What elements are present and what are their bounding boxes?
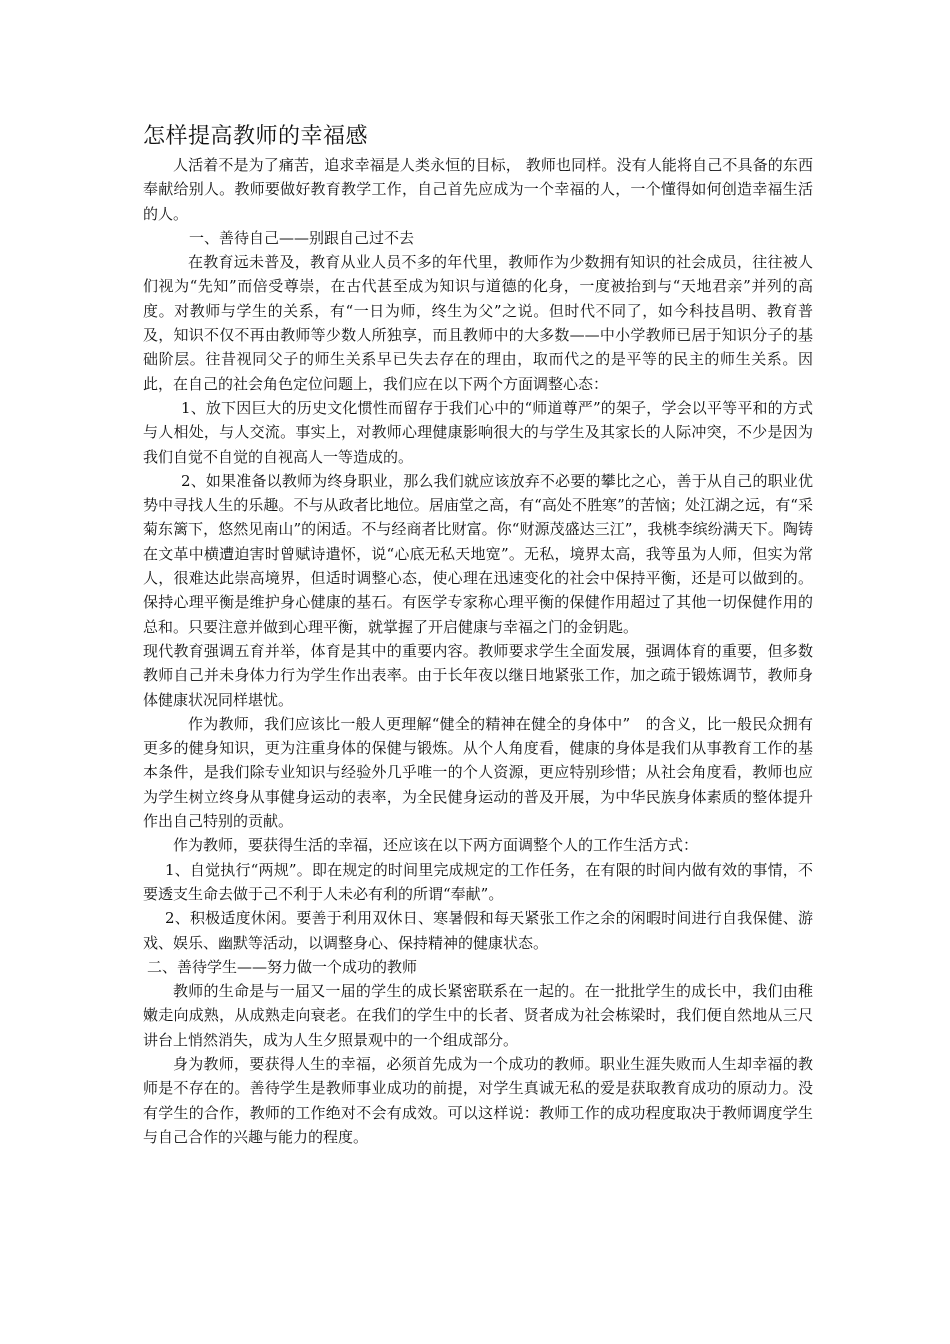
paragraph-list-item: 2、积极适度休闲。要善于利用双休日、寒暑假和每天紧张工作之余的闲暇时间进行自我保健、游戏、娱乐、幽默等活动，以调整身心、保持精神的健康状态。 bbox=[143, 909, 813, 952]
paragraph: 身为教师，要获得人生的幸福，必须首先成为一个成功的教师。职业生涯失败而人生却幸福的教师是不存在的。善待学生是教师事业成功的前提，对学生真诚无私的爱是获取教育成功的原动力。没有学生的合作，教师的工作绝对不会有成效。可以这样说：教师工作的成功程度取决于教师调度学生与自己合作的兴趣与能力的程度。 bbox=[143, 1054, 813, 1146]
paragraph: 在教育远未普及，教育从业人员不多的年代里，教师作为少数拥有知识的社会成员，往往被人们视为“先知”而倍受尊崇，在古代甚至成为知识与道德的化身，一度被抬到与“天地君亲”并列的高度。对教师与学生的关系，有“一日为师，终生为父”之说。但时代不同了，如今科技昌明、教育普及，知识不仅不再由教师等少数人所独享，而且教师中的大多数——中小学教师已居于知识分子的基础阶层。往昔视同父子的师生关系早已失去存在的理由，取而代之的是平等的民主的师生关系。因此，在自己的社会角色定位问题上，我们应在以下两个方面调整心态： bbox=[143, 253, 813, 393]
paragraph: 教师的生命是与一届又一届的学生的成长紧密联系在一起的。在一批批学生的成长中，我们由稚嫩走向成熟，从成熟走向衰老。在我们的学生中的长者、贤者成为社会栋梁时，我们便自然地从三尺讲台上悄然消失，成为人生夕照景观中的一个组成部分。 bbox=[143, 982, 813, 1049]
paragraph-list-item: 1、放下因巨大的历史文化惯性而留存于我们心中的“师道尊严”的架子，学会以平等平和的方式与人相处，与人交流。事实上，对教师心理健康影响很大的与学生及其家长的人际冲突，不少是因为我们自觉不自觉的自视高人一等造成的。 bbox=[143, 398, 813, 466]
paragraph-list-item: 1、自觉执行“两规”。即在规定的时间里完成规定的工作任务，在有限的时间内做有效的事情，不要透支生命去做于己不利于人未必有利的所谓“奉献”。 bbox=[143, 860, 813, 903]
section-heading-1: 一、善待自己——别跟自己过不去 bbox=[189, 228, 415, 247]
paragraph-list-item: 2、如果准备以教师为终身职业，那么我们就应该放弃不必要的攀比之心，善于从自己的职业优势中寻找人生的乐趣。不与从政者比地位。居庙堂之高，有“高处不胜寒”的苦恼；处江湖之远，有“采菊东篱下，悠然见南山”的闲适。不与经商者比财富。你“财源茂盛达三江”，我桃李缤纷满天下。陶铸在文革中横遭迫害时曾赋诗遣怀，说“心底无私天地宽”。无私，境界太高，我等虽为人师，但实为常人，很难达此崇高境界，但适时调整心态，使心理在迅速变化的社会中保持平衡，还是可以做到的。保持心理平衡是维护身心健康的基石。有医学专家称心理平衡的保健作用超过了其他一切保健作用的总和。只要注意并做到心理平衡，就掌握了开启健康与幸福之门的金钥匙。 bbox=[143, 471, 813, 636]
paragraph: 现代教育强调五育并举，体育是其中的重要内容。教师要求学生全面发展，强调体育的重要，但多数教师自己并未身体力行为学生作出表率。由于长年夜以继日地紧张工作，加之疏于锻炼调节，教师身体健康状况同样堪忧。 bbox=[143, 641, 813, 709]
paragraph: 作为教师，要获得生活的幸福，还应该在以下两方面调整个人的工作生活方式： bbox=[173, 836, 699, 855]
document-title: 怎样提高教师的幸福感 bbox=[143, 124, 369, 149]
section-heading-2: 二、善待学生——努力做一个成功的教师 bbox=[147, 957, 418, 976]
paragraph-intro: 人活着不是为了痛苦，追求幸福是人类永恒的目标， 教师也同样。没有人能将自己不具备的东西奉献给别人。教师要做好教育教学工作，自己首先应成为一个幸福的人，一个懂得如何创造幸福生活的人。 bbox=[143, 156, 813, 223]
paragraph: 作为教师，我们应该比一般人更理解“健全的精神在健全的身体中” 的含义，比一般民众拥有更多的健身知识，更为注重身体的保健与锻炼。从个人角度看，健康的身体是我们从事教育工作的基本条件，是我们除专业知识与经验外几乎唯一的个人资源，更应特别珍惜；从社会角度看，教师也应为学生树立终身从事健身运动的表率，为全民健身运动的普及开展，为中华民族身体素质的整体提升作出自己特别的贡献。 bbox=[143, 714, 813, 831]
document-page bbox=[143, 121, 813, 1149]
